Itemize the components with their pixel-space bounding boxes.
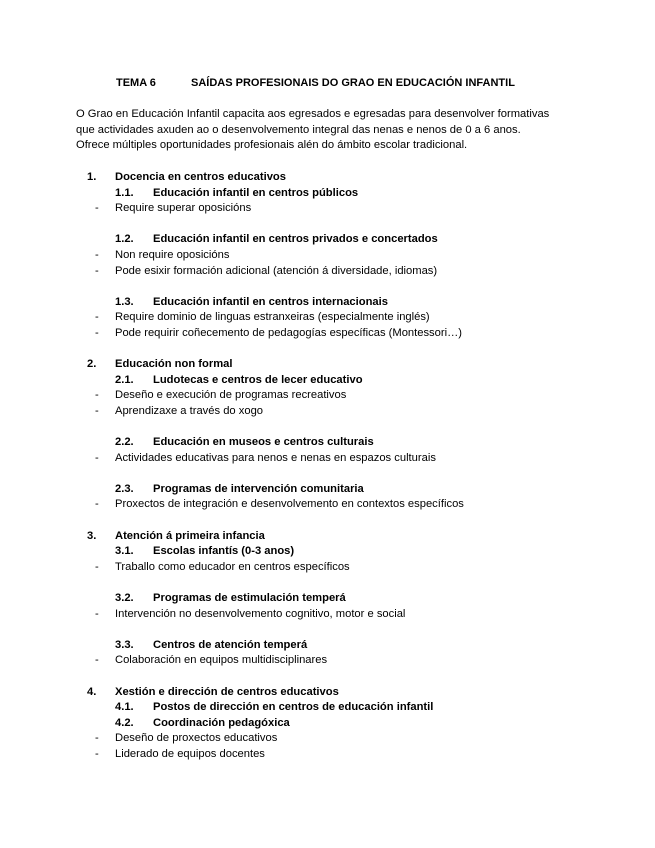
subsection-number: 3.2. bbox=[115, 592, 134, 605]
section-number: 2. bbox=[87, 358, 97, 371]
subsection-number: 4.1. bbox=[115, 701, 134, 714]
bullet-item bbox=[0, 310, 655, 326]
bullet-text: Require dominio de linguas estranxeiras (especialmente inglés) bbox=[115, 311, 430, 324]
bullet-item bbox=[0, 607, 655, 623]
dash-icon: - bbox=[95, 264, 99, 277]
subsection-number: 3.1. bbox=[115, 545, 134, 558]
subsection-heading bbox=[0, 373, 655, 389]
dash-icon: - bbox=[95, 389, 99, 402]
section-heading bbox=[0, 529, 655, 545]
bullet-item bbox=[0, 497, 655, 513]
bullet-text: Traballo como educador en centros específicos bbox=[115, 560, 350, 573]
subsection-heading bbox=[0, 638, 655, 654]
subsection-heading bbox=[0, 544, 655, 560]
title-text: SAÍDAS PROFESIONAIS DO GRAO EN EDUCACIÓN INFANTIL bbox=[191, 77, 515, 89]
dash-icon: - bbox=[95, 560, 99, 573]
subsection-title: Escolas infantís (0-3 anos) bbox=[153, 545, 295, 558]
subsection-heading bbox=[0, 482, 655, 498]
subsection-heading bbox=[0, 591, 655, 607]
dash-icon: - bbox=[95, 404, 99, 417]
section-title: Educación non formal bbox=[115, 358, 233, 371]
dash-icon: - bbox=[95, 732, 99, 745]
dash-icon: - bbox=[95, 202, 99, 215]
subsection-heading bbox=[0, 700, 655, 716]
section-4 bbox=[0, 685, 655, 763]
title-number: TEMA 6 bbox=[116, 77, 156, 89]
dash-icon: - bbox=[95, 747, 99, 760]
dash-icon: - bbox=[95, 248, 99, 261]
subsection-heading bbox=[0, 232, 655, 248]
subsection-title: Ludotecas e centros de lecer educativo bbox=[153, 373, 363, 386]
subsection-title: Coordinación pedagóxica bbox=[153, 716, 290, 729]
dash-icon: - bbox=[95, 607, 99, 620]
section-heading bbox=[0, 357, 655, 373]
section-heading bbox=[0, 170, 655, 186]
subsection-title: Centros de atención temperá bbox=[153, 638, 308, 651]
subsection-title: Programas de intervención comunitaria bbox=[153, 482, 364, 495]
section-number: 3. bbox=[87, 529, 97, 542]
bullet-text: Actividades educativas para nenos e nenas en espazos culturais bbox=[115, 451, 436, 464]
bullet-text: Pode requirir coñecemento de pedagogías específicas (Montessori…) bbox=[115, 326, 462, 339]
intro-paragraph bbox=[76, 107, 596, 154]
subsection-title: Educación en museos e centros culturais bbox=[153, 436, 374, 449]
bullet-text: Colaboración en equipos multidisciplinares bbox=[115, 654, 328, 667]
bullet-text: Deseño e execución de programas recreativos bbox=[115, 389, 347, 402]
bullet-text: Pode esixir formación adicional (atención á diversidade, idiomas) bbox=[115, 264, 438, 277]
subsection-number: 2.1. bbox=[115, 373, 134, 386]
bullet-text: Require superar oposicións bbox=[115, 202, 252, 215]
bullet-item bbox=[0, 326, 655, 342]
bullet-item bbox=[0, 451, 655, 467]
dash-icon: - bbox=[95, 498, 99, 511]
bullet-item bbox=[0, 248, 655, 264]
bullet-item bbox=[0, 404, 655, 420]
dash-icon: - bbox=[95, 311, 99, 324]
dash-icon: - bbox=[95, 654, 99, 667]
intro-line: O Grao en Educación Infantil capacita aos egresados e egresadas para desenvolver formativas bbox=[76, 108, 550, 120]
section-3 bbox=[0, 529, 655, 669]
bullet-item bbox=[0, 201, 655, 217]
section-heading bbox=[0, 685, 655, 701]
subsection-heading bbox=[0, 295, 655, 311]
bullet-text: Deseño de proxectos educativos bbox=[115, 732, 278, 745]
subsection-title: Educación infantil en centros públicos bbox=[153, 186, 359, 199]
dash-icon: - bbox=[95, 451, 99, 464]
subsection-title: Educación infantil en centros privados e concertados bbox=[153, 233, 438, 246]
subsection-heading bbox=[0, 435, 655, 451]
bullet-text: Liderado de equipos docentes bbox=[115, 747, 265, 760]
bullet-text: Non require oposicións bbox=[115, 248, 230, 261]
intro-line: que actividades axuden ao o desenvolvemento integral das nenas e nenos de 0 a 6 anos. bbox=[76, 123, 521, 136]
bullet-text: Proxectos de integración e desenvolvemento en contextos específicos bbox=[115, 498, 464, 511]
intro-line: Ofrece múltiples oportunidades profesionais alén do ámbito escolar tradicional. bbox=[76, 139, 468, 152]
subsection-number: 4.2. bbox=[115, 716, 134, 729]
bullet-text: Intervención no desenvolvemento cognitivo, motor e social bbox=[115, 607, 406, 620]
subsection-number: 2.3. bbox=[115, 482, 134, 495]
subsection-title: Educación infantil en centros internacionais bbox=[153, 295, 388, 308]
bullet-item bbox=[0, 264, 655, 280]
subsection-number: 3.3. bbox=[115, 638, 134, 651]
section-title: Xestión e dirección de centros educativos bbox=[115, 685, 339, 698]
subsection-heading bbox=[0, 186, 655, 202]
section-number: 1. bbox=[87, 171, 97, 183]
subsection-title: Postos de dirección en centros de educación infantil bbox=[153, 701, 434, 714]
bullet-item bbox=[0, 653, 655, 669]
bullet-item bbox=[0, 388, 655, 404]
page-title bbox=[116, 76, 515, 92]
section-title: Docencia en centros educativos bbox=[115, 171, 286, 183]
subsection-number: 2.2. bbox=[115, 436, 134, 449]
subsection-number: 1.1. bbox=[115, 186, 134, 199]
section-title: Atención á primeira infancia bbox=[115, 529, 265, 542]
subsection-number: 1.3. bbox=[115, 295, 134, 308]
outline-list bbox=[0, 170, 655, 778]
section-1 bbox=[0, 170, 655, 342]
subsection-heading bbox=[0, 716, 655, 732]
bullet-item bbox=[0, 747, 655, 763]
subsection-title: Programas de estimulación temperá bbox=[153, 592, 346, 605]
dash-icon: - bbox=[95, 326, 99, 339]
bullet-item bbox=[0, 731, 655, 747]
section-2 bbox=[0, 357, 655, 513]
section-number: 4. bbox=[87, 685, 97, 698]
bullet-text: Aprendizaxe a través do xogo bbox=[115, 404, 264, 417]
subsection-number: 1.2. bbox=[115, 233, 134, 246]
bullet-item bbox=[0, 560, 655, 576]
